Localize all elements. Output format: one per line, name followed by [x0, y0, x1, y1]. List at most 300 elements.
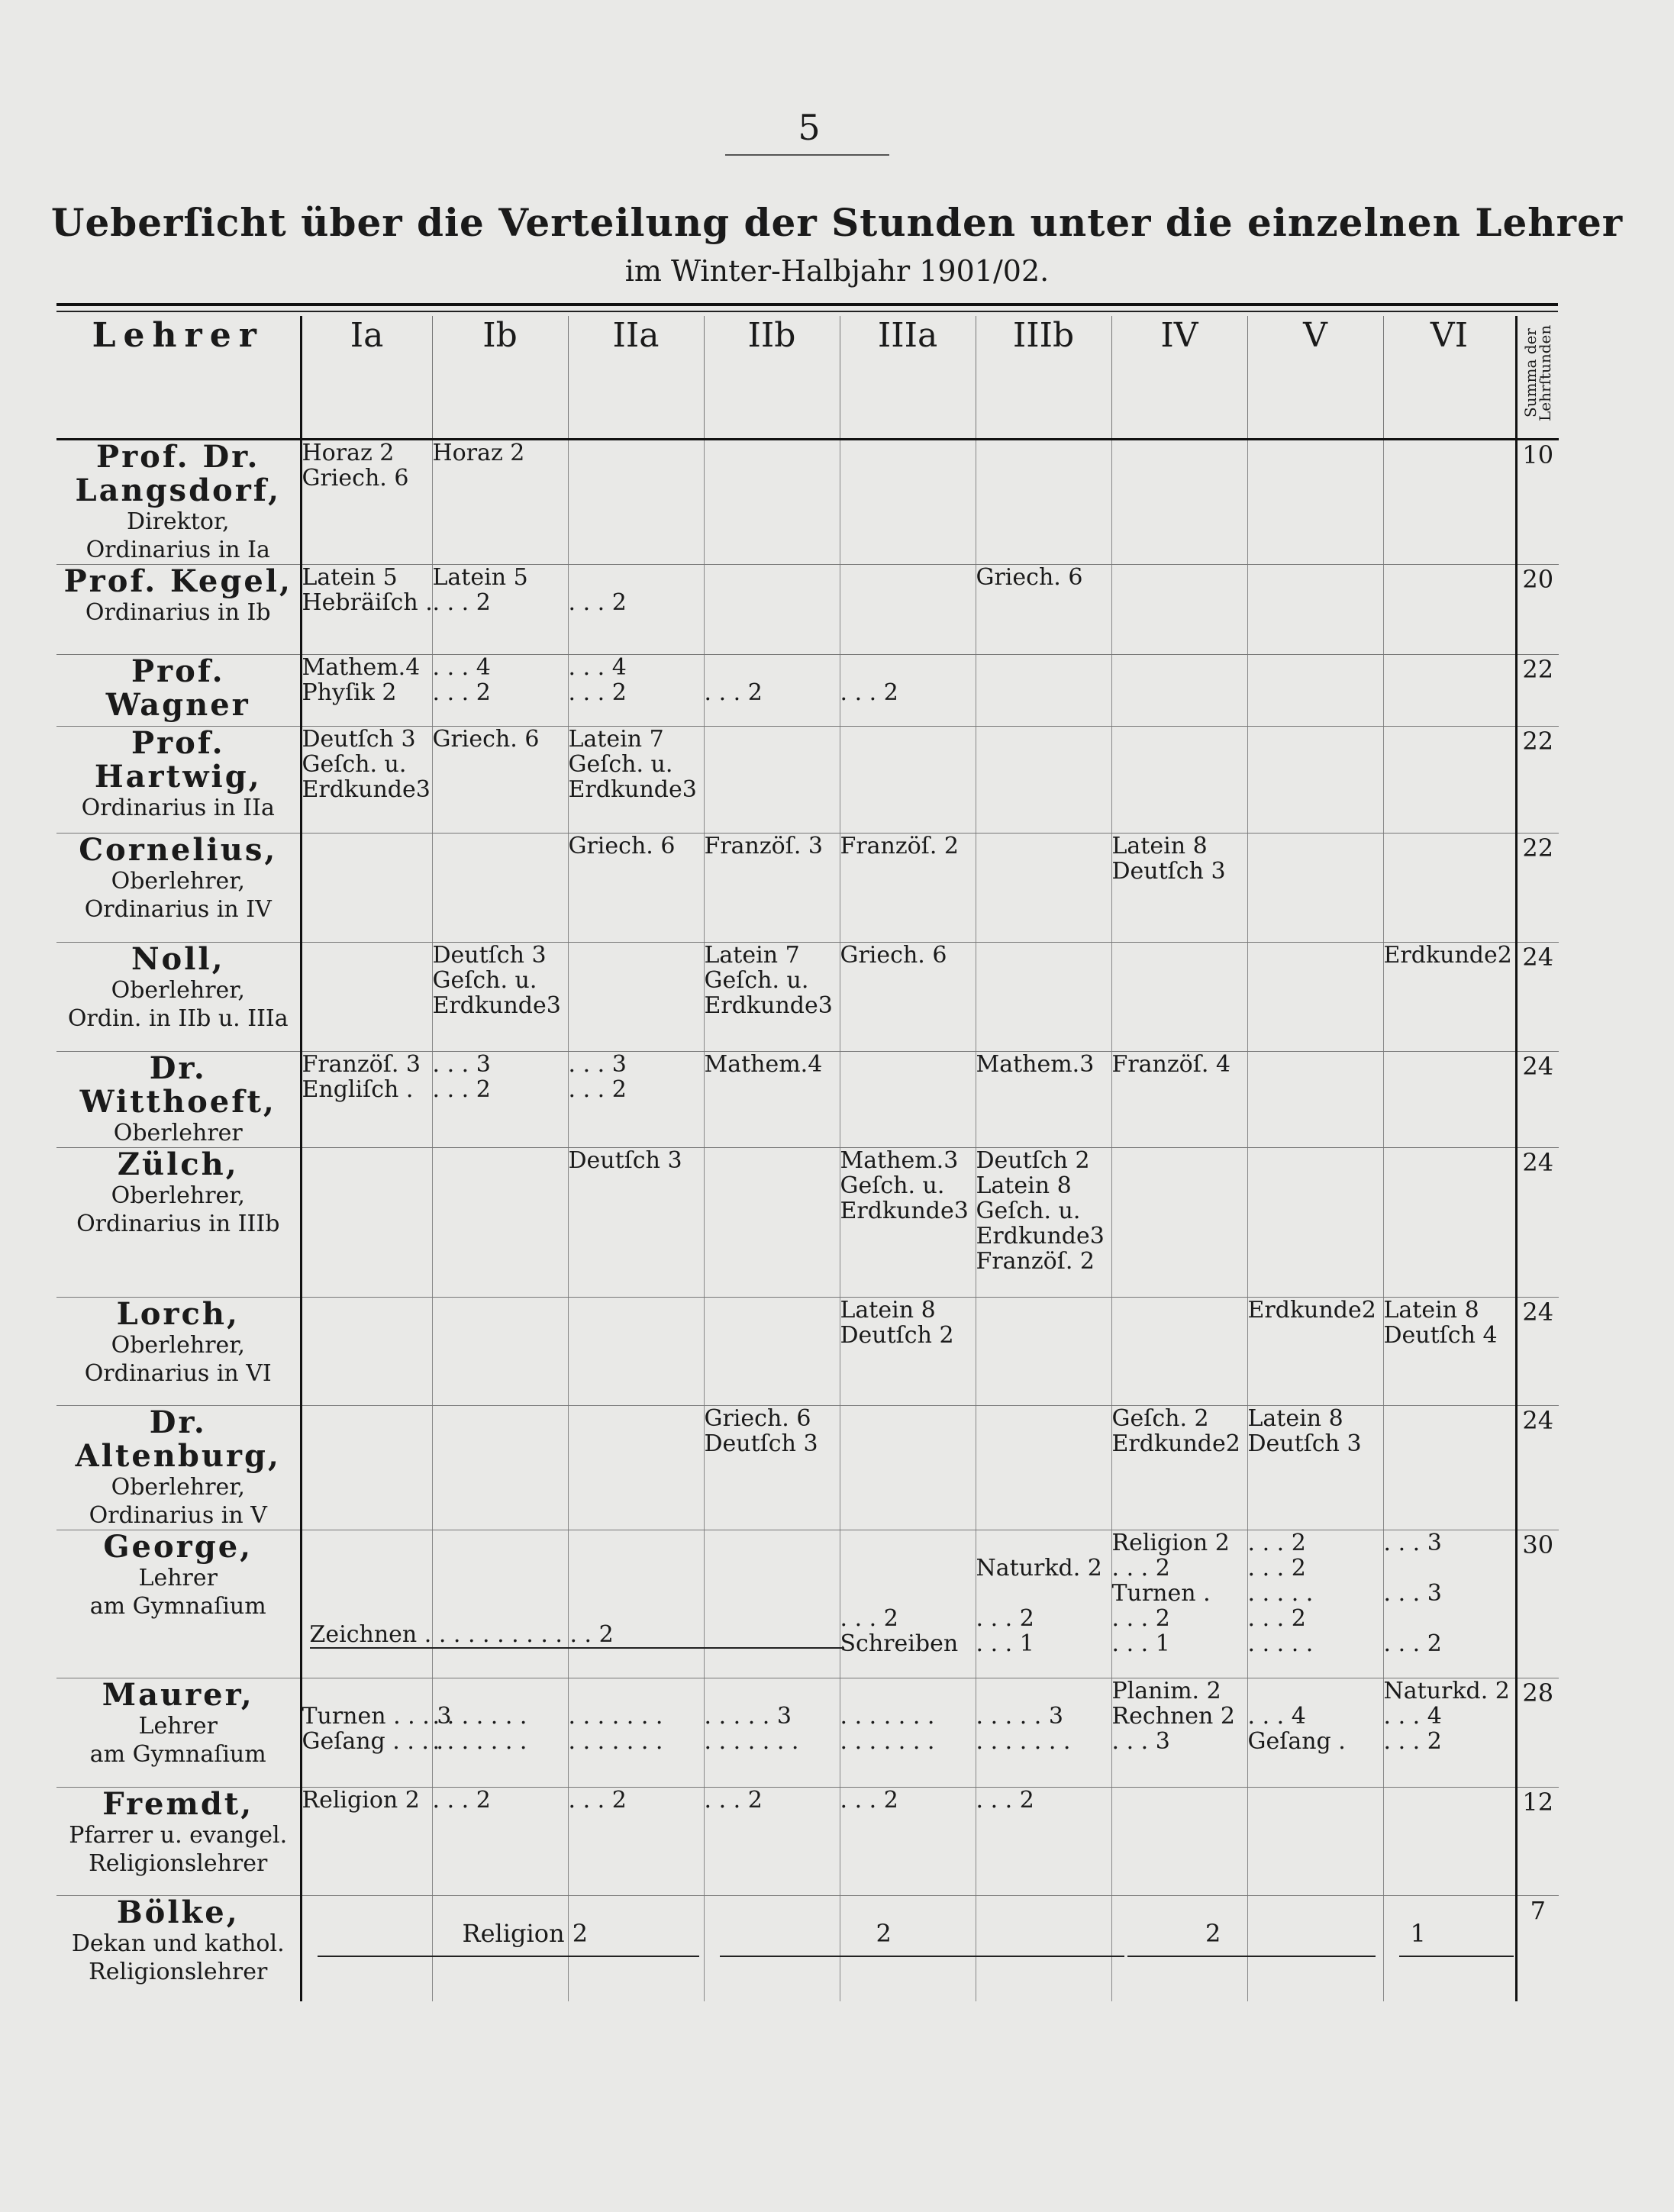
hours-line: . . . . .	[1247, 1580, 1314, 1607]
hours-line: . . . 2	[1111, 1605, 1170, 1632]
hours-line: . . . 2	[840, 1787, 898, 1814]
hours-cell	[1383, 727, 1516, 834]
teacher-info: Ordinarius in V	[89, 1502, 267, 1529]
hours-cell	[976, 1788, 1111, 1896]
hours-cell	[1383, 655, 1516, 727]
hours-line: Latein 8	[976, 1172, 1072, 1199]
hours-cell	[1247, 1298, 1383, 1406]
teacher-name: Cornelius,	[79, 832, 278, 868]
hours-line: Deutſch 3	[302, 726, 416, 753]
hours-line: Geſang . . . .	[302, 1728, 444, 1755]
brace-label: 2	[1205, 1918, 1221, 1948]
hours-cell	[568, 1896, 704, 2001]
hours-cell	[1111, 1788, 1247, 1896]
hours-cell	[568, 1298, 704, 1406]
teacher-info: Ordinarius in IV	[84, 896, 272, 923]
hours-line: . . . 2	[1383, 1728, 1442, 1755]
hours-cell	[301, 727, 432, 834]
table-row	[56, 1298, 1559, 1406]
hours-line: . . . 3	[432, 1051, 491, 1078]
hours-line: Deutſch 2	[840, 1322, 954, 1349]
teacher-info: Lehrer	[138, 1565, 218, 1591]
teacher-info: Oberlehrer,	[111, 1474, 245, 1501]
teacher-name: Dr. Altenburg,	[75, 1404, 281, 1474]
hours-cell	[704, 565, 840, 655]
hours-line: Latein 7	[568, 726, 664, 753]
sum-cell: 24	[1516, 1148, 1559, 1298]
hours-line: Latein 5	[302, 564, 398, 591]
hours-line: Franzöſ. 3	[704, 833, 823, 859]
hours-line: Schreiben	[840, 1630, 959, 1657]
hours-line: . . . 2	[568, 1787, 627, 1814]
hours-line: Erdkunde3	[432, 992, 561, 1019]
hours-cell	[568, 1148, 704, 1298]
hours-cell	[301, 1896, 589, 2001]
hours-line: . . . 4	[568, 654, 627, 681]
hours-line: Franzöſ. 2	[840, 833, 959, 859]
hours-cell	[1383, 565, 1516, 655]
hours-line: Griech. 6	[976, 564, 1083, 591]
teacher-info: Religionslehrer	[89, 1850, 268, 1877]
hours-line: Latein 8	[1383, 1297, 1479, 1324]
hours-cell	[704, 1678, 840, 1788]
hours-cell	[840, 1788, 976, 1896]
hours-cell	[432, 943, 568, 1052]
teacher-cell	[56, 1406, 301, 1530]
hours-cell	[1383, 1530, 1516, 1678]
hours-line: . . . 2	[1247, 1530, 1306, 1556]
hours-cell	[1383, 1678, 1516, 1788]
hours-line: Deutſch 4	[1383, 1322, 1498, 1349]
teacher-info: Ordinarius in VI	[84, 1360, 272, 1387]
hours-line: Mathem.3	[840, 1147, 959, 1174]
sum-cell: 28	[1516, 1678, 1559, 1788]
hours-cell	[432, 834, 568, 943]
hours-line: Deutſch 3	[704, 1430, 818, 1457]
hours-cell	[301, 834, 432, 943]
hours-line: Erdkunde3	[568, 776, 697, 803]
hours-line: Geſang .	[1247, 1728, 1346, 1755]
hours-cell	[1111, 834, 1247, 943]
teacher-cell	[56, 655, 301, 727]
hours-line: Religion 2	[1111, 1530, 1230, 1556]
hours-line: Erdkunde3	[302, 776, 431, 803]
hours-line: Geſch. u.	[840, 1172, 945, 1199]
hours-line: . . . 2	[704, 1787, 763, 1814]
page-number: 5	[798, 107, 821, 148]
hours-cell	[704, 1052, 840, 1148]
sum-cell: 24	[1516, 1298, 1559, 1406]
hours-cell	[301, 943, 432, 1052]
hours-cell	[432, 1530, 568, 1678]
teacher-cell	[56, 834, 301, 943]
hours-cell	[976, 1530, 1111, 1678]
hours-cell	[1383, 1052, 1516, 1148]
hours-cell	[1383, 440, 1516, 565]
hours-line	[433, 1678, 568, 1704]
hours-line: Franzöſ. 3	[302, 1051, 421, 1078]
hours-line: Phyſik 2	[302, 679, 397, 706]
hours-line: . . . 4	[1247, 1703, 1306, 1730]
sum-cell: 7	[1516, 1896, 1559, 2001]
teacher-name: Lorch,	[116, 1296, 240, 1332]
teacher-info: Oberlehrer,	[111, 868, 245, 895]
hours-cell	[568, 727, 704, 834]
hours-cell	[840, 565, 976, 655]
hours-line: Mathem.4	[704, 1051, 823, 1078]
hours-line: Latein 8	[1247, 1405, 1343, 1432]
hours-line	[1248, 1678, 1383, 1704]
brace-line	[1399, 1956, 1514, 1957]
hours-line	[976, 1581, 1111, 1606]
hours-line	[840, 1581, 976, 1606]
hours-line: Latein 5	[432, 564, 528, 591]
teacher-info: Ordin. in IIb u. IIIa	[67, 1005, 289, 1032]
teacher-name: Bölke,	[116, 1894, 240, 1930]
hours-line: . . . 2	[568, 589, 627, 616]
hours-cell	[432, 655, 568, 727]
hours-cell	[840, 727, 976, 834]
hours-line: Deutſch 3	[568, 1147, 682, 1174]
hours-cell	[704, 1148, 840, 1298]
teacher-info: Lehrer	[138, 1713, 218, 1740]
hours-line: Geſch. u.	[302, 751, 407, 778]
hours-line: . . . . . . .	[568, 1703, 663, 1730]
header-lehrer: Lehrer	[56, 316, 301, 440]
hours-line: Naturkd. 2	[1383, 1678, 1510, 1704]
hours-line: Erdkunde2	[1383, 942, 1512, 969]
table-row	[56, 565, 1559, 655]
hours-cell	[301, 1148, 432, 1298]
hours-cell	[704, 440, 840, 565]
hours-cell	[432, 1678, 568, 1788]
hours-line: . . . 3	[1111, 1728, 1170, 1755]
hours-cell	[1247, 655, 1383, 727]
hours-line: Latein 8	[1111, 833, 1208, 859]
teacher-name: Prof. Wagner	[105, 653, 250, 723]
teacher-cell	[56, 943, 301, 1052]
hours-line: . . . . . . .	[704, 1728, 799, 1755]
hours-line: Deutſch 3	[1111, 858, 1226, 885]
header-class: IIa	[568, 316, 704, 440]
hours-cell	[1383, 834, 1516, 943]
teacher-info: am Gymnaſium	[89, 1593, 266, 1620]
hours-cell	[840, 1148, 976, 1298]
brace-label: Religion 2	[462, 1918, 589, 1948]
hours-line: . . . 2	[1247, 1605, 1306, 1632]
hours-cell	[1247, 834, 1383, 943]
hours-cell	[976, 1148, 1111, 1298]
hours-cell	[840, 1530, 976, 1678]
hours-cell	[1383, 1406, 1516, 1530]
hours-cell	[704, 655, 840, 727]
teacher-name: Noll,	[131, 941, 225, 977]
hours-cell	[704, 943, 840, 1052]
teacher-cell	[56, 565, 301, 655]
hours-cell	[432, 565, 568, 655]
hours-line: . . . 2	[1383, 1630, 1442, 1657]
hours-cell	[1383, 1298, 1516, 1406]
hours-cell	[840, 834, 976, 943]
hours-line: Franzöſ. 4	[1111, 1051, 1231, 1078]
hours-line	[705, 655, 840, 680]
hours-cell	[704, 1896, 892, 2001]
hours-cell	[976, 1896, 1111, 2001]
hours-line: Erdkunde2	[1111, 1430, 1240, 1457]
hours-line	[840, 1556, 976, 1581]
table-row	[56, 1530, 1559, 1678]
hours-cell	[840, 1896, 976, 2001]
hours-cell	[1111, 1896, 1247, 2001]
hours-cell	[301, 1406, 432, 1530]
hours-cell	[432, 1052, 568, 1148]
page-title: Ueberſicht über die Verteilung der Stunden unter die einzelnen Lehrer	[50, 200, 1624, 245]
sum-cell: 22	[1516, 655, 1559, 727]
header-class: IIIb	[976, 316, 1111, 440]
hours-cell	[568, 834, 704, 943]
hours-line: Planim. 2	[1111, 1678, 1221, 1704]
teacher-cell	[56, 1052, 301, 1148]
hours-line: . . . 3	[1383, 1530, 1442, 1556]
hours-cell	[704, 1788, 840, 1896]
hours-cell	[432, 1298, 568, 1406]
hours-cell	[704, 727, 840, 834]
hours-line: . . . 2	[704, 679, 763, 706]
hours-line: Horaz 2	[432, 440, 525, 466]
hours-cell	[568, 565, 704, 655]
header-class: IIIa	[840, 316, 976, 440]
hours-cell	[1111, 565, 1247, 655]
hours-cell	[840, 943, 976, 1052]
header-row	[56, 316, 1559, 440]
hours-cell	[301, 565, 432, 655]
teacher-cell	[56, 727, 301, 834]
hours-cell	[432, 1788, 568, 1896]
teacher-cell	[56, 1298, 301, 1406]
hours-line: . . . . .	[1247, 1630, 1314, 1657]
zeichnen-span: Zeichnen . . . . . . . . . . . . 2	[310, 1622, 844, 1649]
teacher-info: Ordinarius in IIa	[81, 795, 275, 821]
teacher-info: am Gymnaſium	[89, 1741, 266, 1768]
hours-cell	[568, 1406, 704, 1530]
teacher-name: George,	[103, 1529, 253, 1565]
hours-line: . . . . . . .	[568, 1728, 663, 1755]
hours-line: . . . 2	[840, 679, 898, 706]
teacher-info: Oberlehrer,	[111, 1182, 245, 1209]
sum-cell: 12	[1516, 1788, 1559, 1896]
hours-cell	[1383, 1896, 1516, 2001]
hours-cell	[1111, 440, 1247, 565]
hours-line: . . . 2	[432, 1076, 491, 1103]
hours-line: Griech. 6	[704, 1405, 811, 1432]
hours-line: . . . 2	[432, 1787, 491, 1814]
hours-cell	[1247, 1678, 1383, 1788]
sum-cell: 24	[1516, 1052, 1559, 1148]
teacher-name: Dr. Witthoeft,	[79, 1050, 276, 1120]
brace-label: 1	[1410, 1918, 1426, 1948]
hours-cell	[301, 655, 432, 727]
table-body	[56, 440, 1559, 2001]
hours-line: Religion 2	[302, 1787, 420, 1814]
hours-line	[569, 565, 704, 590]
hours-line: Erdkunde3	[976, 1223, 1105, 1249]
table-row	[56, 1148, 1559, 1298]
hours-line: . . . 2	[568, 679, 627, 706]
brace-line	[318, 1956, 699, 1957]
teacher-info: Oberlehrer,	[111, 1332, 245, 1359]
hours-cell	[976, 1678, 1111, 1788]
hours-cell	[840, 1052, 976, 1148]
top-rule-thin	[56, 311, 1558, 312]
teacher-name: Prof. Dr. Langsdorf,	[75, 439, 282, 508]
hours-line: Hebräiſch .	[302, 589, 433, 616]
hours-line	[840, 655, 976, 680]
hours-cell	[976, 1406, 1111, 1530]
header-class: VI	[1383, 316, 1516, 440]
hours-cell	[432, 1896, 568, 2001]
header-class: Ia	[301, 316, 432, 440]
hours-cell	[976, 440, 1111, 565]
hours-cell	[1247, 1406, 1383, 1530]
hours-cell	[976, 943, 1111, 1052]
hours-line: Deutſch 3	[432, 942, 547, 969]
hours-cell	[301, 1530, 614, 1678]
hours-line: Turnen . . . 3	[302, 1703, 452, 1730]
table-row	[56, 655, 1559, 727]
hours-line: . . . . . . .	[976, 1728, 1071, 1755]
hours-line: Horaz 2	[302, 440, 395, 466]
hours-line: Rechnen 2	[1111, 1703, 1235, 1730]
hours-line: . . . . . . .	[432, 1703, 527, 1730]
sum-cell: 24	[1516, 1406, 1559, 1530]
hours-cell	[840, 440, 976, 565]
hours-cell	[1111, 727, 1247, 834]
hours-cell	[976, 565, 1111, 655]
teacher-info: Religionslehrer	[89, 1959, 268, 1985]
hours-line: . . . 2	[840, 1605, 898, 1632]
hours-line: Latein 7	[704, 942, 800, 969]
teacher-cell	[56, 1788, 301, 1896]
hours-cell	[432, 727, 568, 834]
teacher-info: Direktor,	[126, 508, 230, 535]
hours-cell	[840, 1298, 976, 1406]
hours-cell	[1247, 1530, 1383, 1678]
sum-cell: 24	[1516, 943, 1559, 1052]
table-row	[56, 1896, 1559, 2001]
hours-cell	[1383, 1148, 1516, 1298]
hours-line	[976, 1678, 1111, 1704]
sum-cell: 20	[1516, 565, 1559, 655]
hours-cell	[568, 655, 704, 727]
table-row	[56, 1052, 1559, 1148]
hours-cell	[568, 943, 704, 1052]
page-number-rule	[725, 154, 889, 156]
hours-cell	[704, 1406, 840, 1530]
hours-cell	[704, 834, 840, 943]
hours-cell	[301, 1052, 432, 1148]
teacher-info: Pfarrer u. evangel.	[69, 1822, 288, 1849]
sum-cell: 22	[1516, 834, 1559, 943]
hours-line: Erdkunde3	[840, 1198, 969, 1224]
hours-line: Griech. 6	[840, 942, 947, 969]
hours-cell	[976, 727, 1111, 834]
hours-cell	[704, 1530, 840, 1678]
hours-cell	[1383, 943, 1516, 1052]
hours-line: Turnen .	[1111, 1580, 1211, 1607]
header-class: V	[1247, 316, 1383, 440]
header-class: IIb	[704, 316, 840, 440]
hours-line: . . . 2	[1111, 1555, 1170, 1582]
teacher-cell	[56, 1678, 301, 1788]
hours-line: . . . . . 3	[704, 1703, 792, 1730]
teacher-info: Ordinarius in Ia	[85, 537, 270, 563]
hours-line: . . . 1	[976, 1630, 1034, 1657]
teacher-name: Fremdt,	[102, 1786, 254, 1822]
header-sum-label: Summa der Lehrſtunden	[1521, 324, 1554, 422]
hours-line	[569, 1678, 704, 1704]
teacher-cell	[56, 1896, 301, 2001]
hours-line: Griech. 6	[302, 465, 409, 492]
hours-cell	[976, 1298, 1111, 1406]
teacher-info: Ordinarius in Ib	[85, 599, 271, 626]
hours-line: Naturkd. 2	[976, 1555, 1102, 1582]
hours-cell	[301, 1788, 432, 1896]
hours-cell	[301, 440, 432, 565]
hours-line: . . . 1	[1111, 1630, 1170, 1657]
hours-cell	[704, 1298, 840, 1406]
teacher-cell	[56, 440, 301, 565]
hours-cell	[840, 1406, 976, 1530]
teacher-name: Prof. Kegel,	[63, 563, 292, 599]
hours-cell	[1111, 1052, 1247, 1148]
table-row	[56, 834, 1559, 943]
hours-line: . . . . . . .	[840, 1703, 935, 1730]
hours-cell	[568, 1788, 704, 1896]
hours-cell	[1111, 943, 1247, 1052]
hours-line: . . . 2	[432, 679, 491, 706]
header-sum	[1516, 316, 1559, 440]
hours-line: . . . 2	[976, 1605, 1034, 1632]
sum-cell: 10	[1516, 440, 1559, 565]
hours-cell	[976, 834, 1111, 943]
hours-line: . . . 3	[568, 1051, 627, 1078]
hours-cell	[840, 1678, 976, 1788]
sum-cell: 30	[1516, 1530, 1559, 1678]
top-rule	[56, 303, 1558, 306]
hours-line	[1384, 1606, 1515, 1631]
hours-line: Deutſch 2	[976, 1147, 1090, 1174]
brace-label: 2	[876, 1918, 892, 1948]
table-row	[56, 1678, 1559, 1788]
hours-cell	[1247, 1896, 1383, 2001]
hours-line: Geſch. u.	[976, 1198, 1081, 1224]
hours-cell	[568, 1052, 704, 1148]
hours-line: Latein 8	[840, 1297, 936, 1324]
sum-cell: 22	[1516, 727, 1559, 834]
hours-cell	[301, 1678, 452, 1788]
table-row	[56, 727, 1559, 834]
hours-cell	[1111, 1678, 1247, 1788]
hours-cell	[568, 1530, 704, 1678]
teacher-info: Oberlehrer	[113, 1120, 243, 1146]
hours-cell	[1247, 1148, 1383, 1298]
hours-cell	[1111, 655, 1247, 727]
hours-line: Mathem.4	[302, 654, 421, 681]
hours-line	[705, 1678, 840, 1704]
header-class: IV	[1111, 316, 1247, 440]
hours-cell	[1111, 1298, 1247, 1406]
teacher-info: Dekan und kathol.	[71, 1930, 285, 1957]
